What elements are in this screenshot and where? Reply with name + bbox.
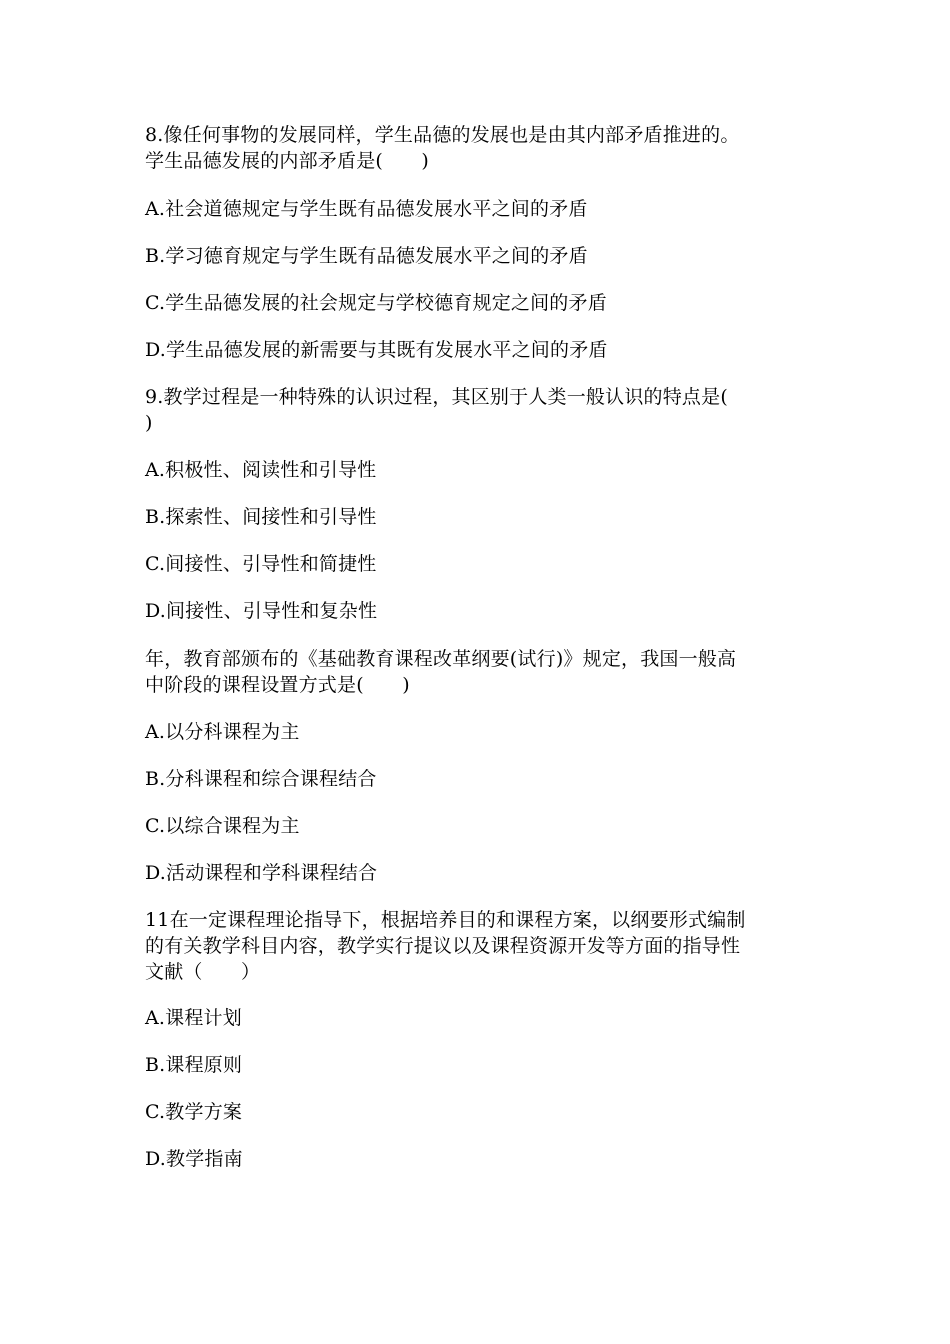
question-9-option-b: B.探索性、间接性和引导性: [145, 506, 377, 528]
question-8-option-c: C.学生品德发展的社会规定与学校德育规定之间的矛盾: [145, 292, 607, 314]
question-9-stem-line-2: ): [145, 412, 153, 434]
question-8-stem-line-2: 学生品德发展的内部矛盾是( ): [145, 150, 430, 172]
question-11-option-c: C.教学方案: [145, 1101, 243, 1123]
question-11-option-d: D.教学指南: [145, 1148, 243, 1170]
question-10-option-a: A.以分科课程为主: [145, 721, 300, 743]
question-11-stem-line-1: 11在一定课程理论指导下，根据培养目的和课程方案，以纲要形式编制: [145, 909, 746, 931]
question-9-option-c: C.间接性、引导性和简捷性: [145, 553, 377, 575]
question-9-option-d: D.间接性、引导性和复杂性: [145, 600, 378, 622]
question-10-option-b: B.分科课程和综合课程结合: [145, 768, 377, 790]
question-8-option-a: A.社会道德规定与学生既有品德发展水平之间的矛盾: [145, 198, 588, 220]
question-9-stem-line-1: 9.教学过程是一种特殊的认识过程，其区别于人类一般认识的特点是(: [145, 386, 728, 408]
question-11-stem-line-3: 文献（ ）: [145, 961, 261, 983]
question-10-stem-line-2: 中阶段的课程设置方式是( ): [145, 674, 410, 696]
question-10-option-c: C.以综合课程为主: [145, 815, 300, 837]
question-11-option-a: A.课程计划: [145, 1007, 242, 1029]
question-10-option-d: D.活动课程和学科课程结合: [145, 862, 378, 884]
question-8-option-d: D.学生品德发展的新需要与其既有发展水平之间的矛盾: [145, 339, 608, 361]
question-11-option-b: B.课程原则: [145, 1054, 243, 1076]
question-8-stem-line-1: 8.像任何事物的发展同样，学生品德的发展也是由其内部矛盾推进的。: [145, 124, 740, 146]
question-10-stem-line-1: 年，教育部颁布的《基础教育课程改革纲要(试行)》规定，我国一般高: [145, 648, 737, 670]
question-8-option-b: B.学习德育规定与学生既有品德发展水平之间的矛盾: [145, 245, 588, 267]
question-11-stem-line-2: 的有关教学科目内容，教学实行提议以及课程资源开发等方面的指导性: [145, 935, 741, 957]
question-9-option-a: A.积极性、阅读性和引导性: [145, 459, 377, 481]
